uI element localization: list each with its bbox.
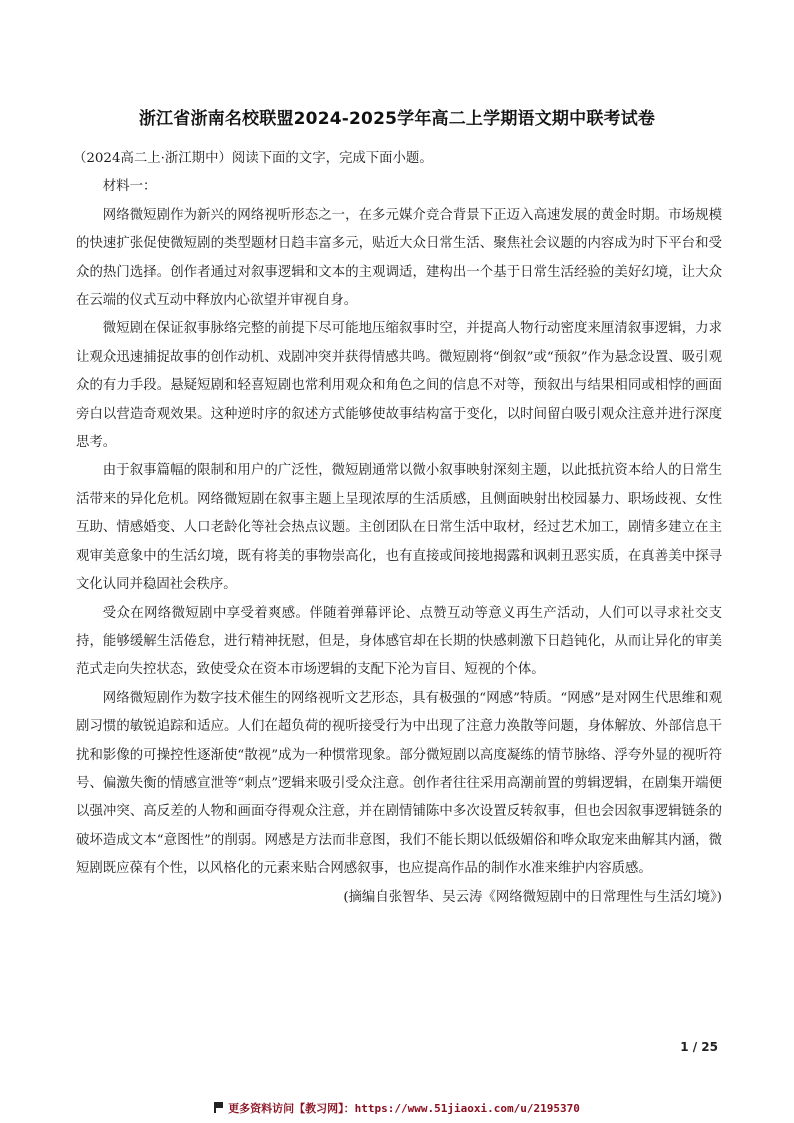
paragraph: 受众在网络微短剧中享受着爽感。伴随着弹幕评论、点赞互动等意义再生产活动，人们可以寻求社交支持，能够缓解生活倦怠，进行精神抚慰，但是，身体感官却在长期的快感刺激下日趋钝化，从而让异化的审美范式走向失控状态，致使受众在资本市场逻辑的支配下沦为盲目、短视的个体。 bbox=[76, 605, 722, 678]
paragraph: 网络微短剧作为数字技术催生的网络视听文艺形态，具有极强的“网感”特质。“网感”是对网生代思维和观剧习惯的敏锐追踪和适应。人们在超负荷的视听接受行为中出现了注意力涣散等问题，身体解放、外部信息干扰和影像的可操控性逐渐使“散视”成为一种惯常现象。部分微短剧以高度凝练的情节脉络、浮夸外显的视听符号、偏激失衡的情感宣泄等“刺点”逻辑来吸引受众注意。创作者往往采用高潮前置的剪辑逻辑，在剧集开端便以强冲突、高反差的人物和画面夺得观众注意，并在剧情铺陈中多次设置反转叙事，但也会因叙事逻辑链条的破坏造成文本“意图性”的削弱。网感是方法而非意图，我们不能长期以低级媚俗和哗众取宠来曲解其内涵，微短剧既应葆有个性，以风格化的元素来贴合网感叙事，也应提高作品的制作水准来维护内容质感。 bbox=[76, 690, 722, 877]
material-label: 材料一： bbox=[102, 179, 157, 195]
paragraph: 微短剧在保证叙事脉络完整的前提下尽可能地压缩叙事时空，并提高人物行动密度来厘清叙事逻辑，力求让观众迅速捕捉故事的创作动机、戏剧冲突并获得情感共鸣。微短剧将“倒叙”或“预叙”作为悬念设置、吸引观众的有力手段。悬疑短剧和轻喜短剧也常利用观众和角色之间的信息不对等，预叙出与结果相同或相悖的画面旁白以营造奇观效果。这种逆时序的叙述方式能够使故事结构富于变化，以时间留白吸引观众注意并进行深度思考。 bbox=[76, 321, 722, 451]
footer-text: 更多资料访问【教习网】：https://www.51jiaoxi.com/u/2195370 bbox=[228, 1102, 580, 1115]
source-credit: (摘编自张智华、吴云涛《网络微短剧中的日常理性与生活幻境》) bbox=[343, 889, 722, 905]
footer-link[interactable] bbox=[0, 1100, 794, 1116]
flag-icon bbox=[214, 1102, 224, 1113]
document-body bbox=[73, 145, 722, 912]
source-line: （2024高二上·浙江期中）阅读下面的文字，完成下面小题。 bbox=[73, 151, 433, 166]
page-number: 1 / 25 bbox=[680, 1040, 718, 1054]
paragraph: 由于叙事篇幅的限制和用户的广泛性，微短剧通常以微小叙事映射深刻主题，以此抵抗资本给人的日常生活带来的异化危机。网络微短剧在叙事主题上呈现浓厚的生活质感，且侧面映射出校园暴力、职场歧视、女性互助、情感婚变、人口老龄化等社会热点议题。主创团队在日常生活中取材，经过艺术加工，剧情多建立在主观审美意象中的生活幻境，既有将美的事物崇高化，也有直接或间接地揭露和讽刺丑恶实质，在真善美中探寻文化认同并稳固社会秩序。 bbox=[76, 463, 722, 593]
document-title: 浙江省浙南名校联盟2024-2025学年高二上学期语文期中联考试卷 bbox=[138, 109, 656, 129]
paragraph: 网络微短剧作为新兴的网络视听形态之一，在多元媒介竞合背景下正迈入高速发展的黄金时期。市场规模的快速扩张促使微短剧的类型题材日趋丰富多元，贴近大众日常生活、聚焦社会议题的内容成为时下平台和受众的热门选择。创作者通过对叙事逻辑和文本的主观调适，建构出一个基于日常生活经验的美好幻境，让大众在云端的仪式互动中释放内心欲望并审视自身。 bbox=[76, 207, 722, 309]
